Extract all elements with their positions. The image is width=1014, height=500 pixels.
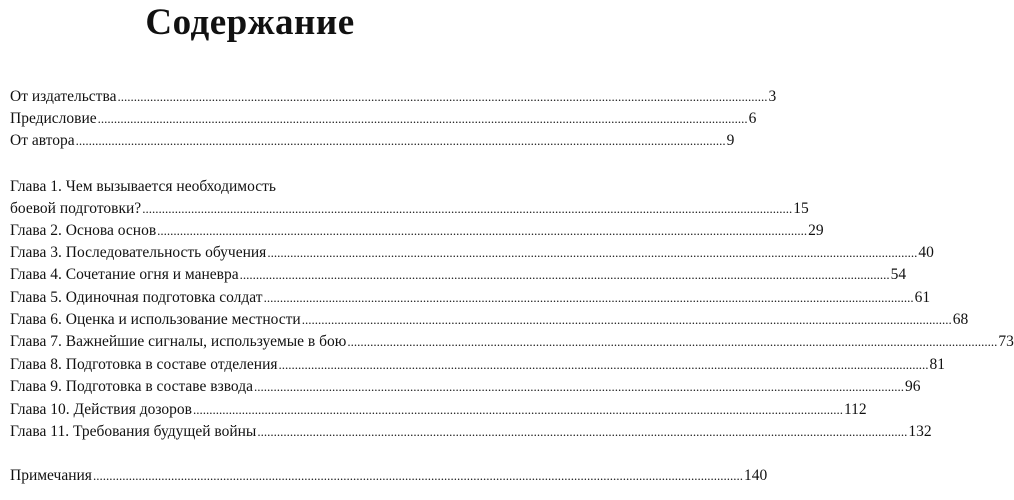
toc-entry-page: 112 [843, 401, 867, 418]
toc-entry-label: Глава 11. Требования будущей войны [10, 423, 257, 440]
toc-entry-chapter-5 [10, 287, 931, 309]
toc-entry-label: Глава 8. Подготовка в составе отделения [10, 356, 278, 373]
dot-leader: ........................................................................................................................................................................................................ [257, 424, 908, 439]
toc-entry-page: 15 [793, 200, 809, 217]
toc-entry-chapter-11 [10, 421, 932, 443]
toc-entry-chapter-7 [10, 331, 1014, 353]
toc-entry-publisher [10, 86, 777, 108]
dot-leader: ........................................................................................................................................................................................................ [301, 312, 952, 327]
dot-leader: ........................................................................................................................................................................................................ [278, 357, 929, 372]
toc-entry-chapter-3 [10, 242, 934, 264]
toc-entry-chapter-8 [10, 354, 945, 376]
toc-entry-label: боевой подготовки? [10, 200, 142, 217]
dot-leader: ........................................................................................................................................................................................................ [97, 111, 748, 126]
dot-leader: ........................................................................................................................................................................................................ [117, 89, 768, 104]
toc-entry-chapter-9 [10, 376, 921, 398]
toc-entry-label: Предисловие [10, 110, 97, 127]
dot-leader: ........................................................................................................................................................................................................ [263, 290, 914, 305]
toc-entry-label: Глава 10. Действия дозоров [10, 401, 192, 418]
toc-entry-chapter-6 [10, 309, 969, 331]
toc-entry-page: 81 [929, 356, 945, 373]
toc-entry-label: Глава 5. Одиночная подготовка солдат [10, 289, 263, 306]
dot-leader: ........................................................................................................................................................................................................ [75, 133, 726, 148]
toc-entry-label: Глава 4. Сочетание огня и маневра [10, 266, 239, 283]
dot-leader: ........................................................................................................................................................................................................ [157, 223, 808, 238]
toc-entry-label: От издательства [10, 88, 117, 105]
toc-entry-preface [10, 108, 757, 130]
toc-entry-label: Глава 9. Подготовка в составе взвода [10, 378, 254, 395]
dot-leader: ........................................................................................................................................................................................................ [267, 245, 918, 260]
toc-entry-page: 9 [726, 132, 735, 149]
toc-entry-author [10, 130, 735, 152]
dot-leader: ........................................................................................................................................................................................................ [92, 468, 743, 483]
dot-leader: ........................................................................................................................................................................................................ [192, 402, 843, 417]
page-title: Содержание [145, 2, 355, 43]
toc-entry-chapter-1 [10, 198, 809, 220]
toc-entry-label: Глава 2. Основа основ [10, 222, 157, 239]
toc-entry-page: 61 [914, 289, 931, 306]
toc-entry-page: 96 [905, 378, 921, 395]
toc-entry-label: Примечания [10, 467, 92, 484]
toc-entry-label: Глава 3. Последовательность обучения [10, 244, 267, 261]
toc-entry-label: Глава 6. Оценка и использование местности [10, 311, 301, 328]
toc-entry-label: От автора [10, 132, 75, 149]
toc-entry-chapter-4 [10, 264, 907, 286]
toc-entry-page: 73 [998, 333, 1014, 350]
toc-entry-chapter-2 [10, 220, 824, 242]
toc-entry-chapter-10 [10, 399, 867, 421]
dot-leader: ........................................................................................................................................................................................................ [239, 267, 890, 282]
toc-entry-page: 6 [748, 110, 757, 127]
dot-leader: ........................................................................................................................................................................................................ [347, 334, 998, 349]
toc-entry-page: 68 [952, 311, 969, 328]
toc-entry-chapter-1-line1: Глава 1. Чем вызывается необходимость [10, 178, 276, 195]
toc-entry-label: Глава 7. Важнейшие сигналы, используемые в бою [10, 333, 347, 350]
dot-leader: ........................................................................................................................................................................................................ [254, 379, 905, 394]
toc-entry-page: 140 [743, 467, 768, 484]
toc-entry-page: 29 [808, 222, 824, 239]
toc-entry-notes [10, 465, 768, 487]
toc-entry-page: 54 [890, 266, 907, 283]
toc-entry-page: 132 [908, 423, 932, 440]
toc-entry-page: 40 [918, 244, 934, 261]
dot-leader: ........................................................................................................................................................................................................ [142, 201, 793, 216]
toc-entry-page: 3 [768, 88, 777, 105]
